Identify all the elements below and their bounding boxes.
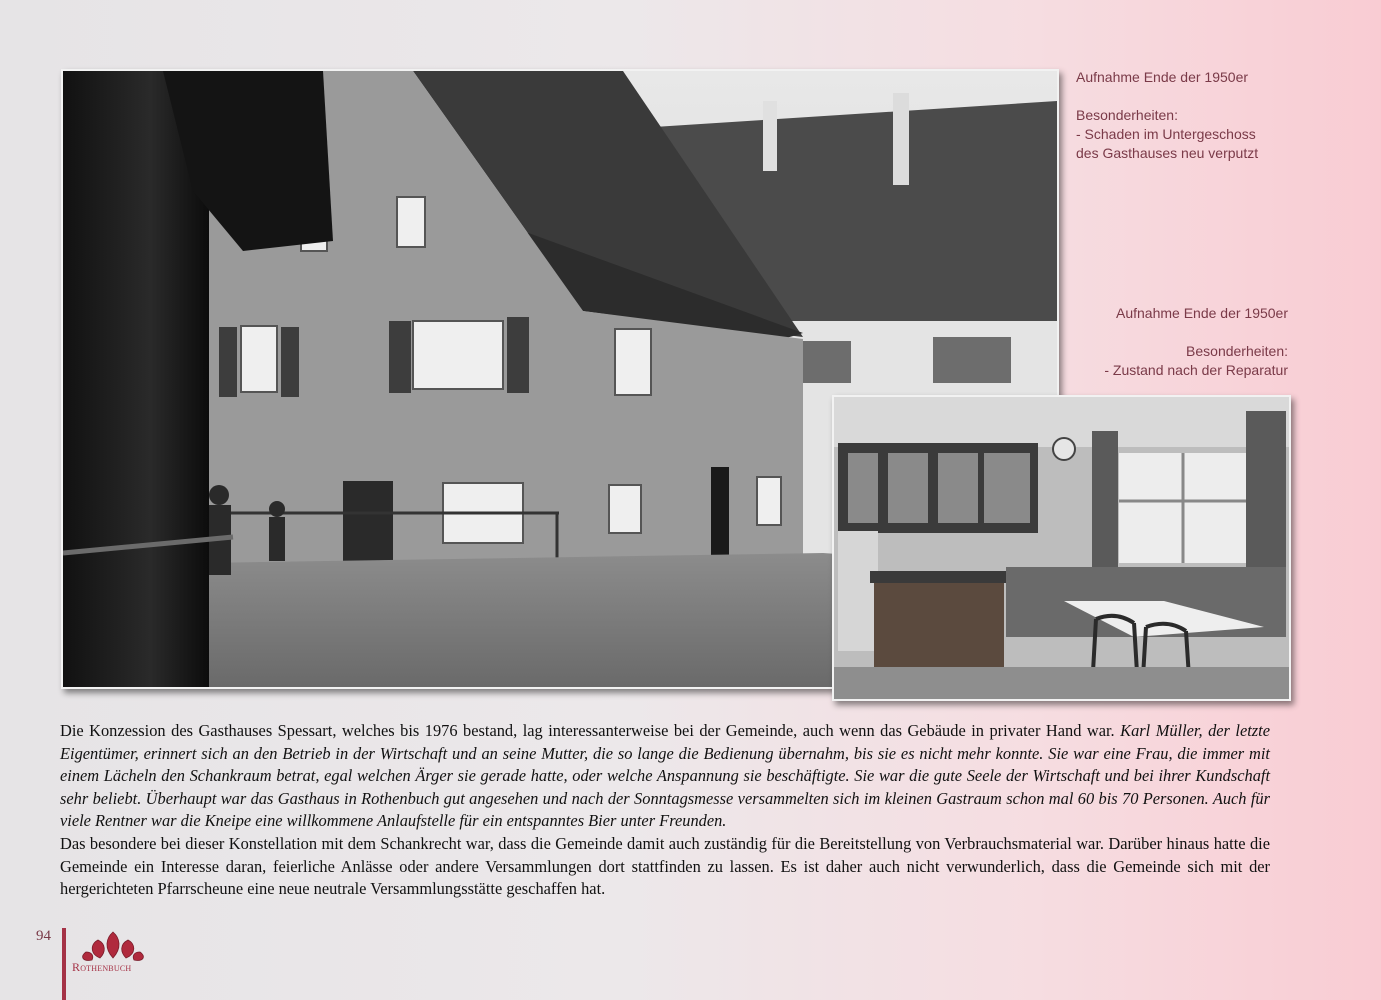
paragraph-1 [60, 720, 1270, 833]
logo-text: Rothenbuch [72, 960, 132, 974]
paragraph-1-quote: Karl Müller, der letzte Eigentümer, erinnert sich an den Betrieb in der Wirtschaft und an seine Mutter, die so lange die Bedienung übernahm, bis sie es nicht mehr konnte. Sie war eine Frau, die immer mit einem Lächeln den Schankraum betrat, egal welchen Ärger sie gerade hatte, oder welche Anspannung sie beschäftigte. Sie war die gute Seele der Wirtschaft und bei ihrer Kundschaft sehr beliebt. Überhaupt war das Gasthaus in Rothenbuch gut angesehen und nach der Sonntagsmesse versammelten sich im kleinen Gastraum schon mal 60 bis 70 Personen. Auch für viele Rentner war die Kneipe eine willkommene Anlaufstelle für ein entspanntes Bier unter Freunden. [60, 721, 1270, 831]
inset-photo [832, 395, 1291, 701]
inset-photo-caption: Aufnahme Ende der 1950er Besonderheiten: - Zustand nach der Reparatur [1104, 305, 1288, 378]
page-accent-bar [62, 928, 66, 1000]
gaststube-interior-image [834, 397, 1289, 699]
main-photo-caption: Aufnahme Ende der 1950er Besonderheiten: - Schaden im Untergeschoss des Gasthauses neu verputzt [1076, 69, 1259, 161]
paragraph-2: Das besondere bei dieser Konstellation mit dem Schankrecht war, dass die Gemeinde damit auch zuständig für die Bereitstellung von Verbrauchsmaterial war. Darüber hinaus hatte die Gemeinde ein Interesse daran, feierliche Anlässe oder andere Versammlungen dort stattfinden zu lassen. Es ist daher auch nicht verwunderlich, dass die Gemeinde sich mit der hergerichteten Pfarrscheune eine neue neutrale Versammlungsstätte geschaffen hat. [60, 833, 1270, 899]
page-number: 94 [36, 928, 51, 944]
article-body [60, 720, 1270, 901]
paragraph-1-regular: Die Konzession des Gasthauses Spessart, welches bis 1976 bestand, lag interessanterweise bei der Gemeinde, auch wenn das Gebäude in privater Hand war. [60, 721, 1121, 740]
